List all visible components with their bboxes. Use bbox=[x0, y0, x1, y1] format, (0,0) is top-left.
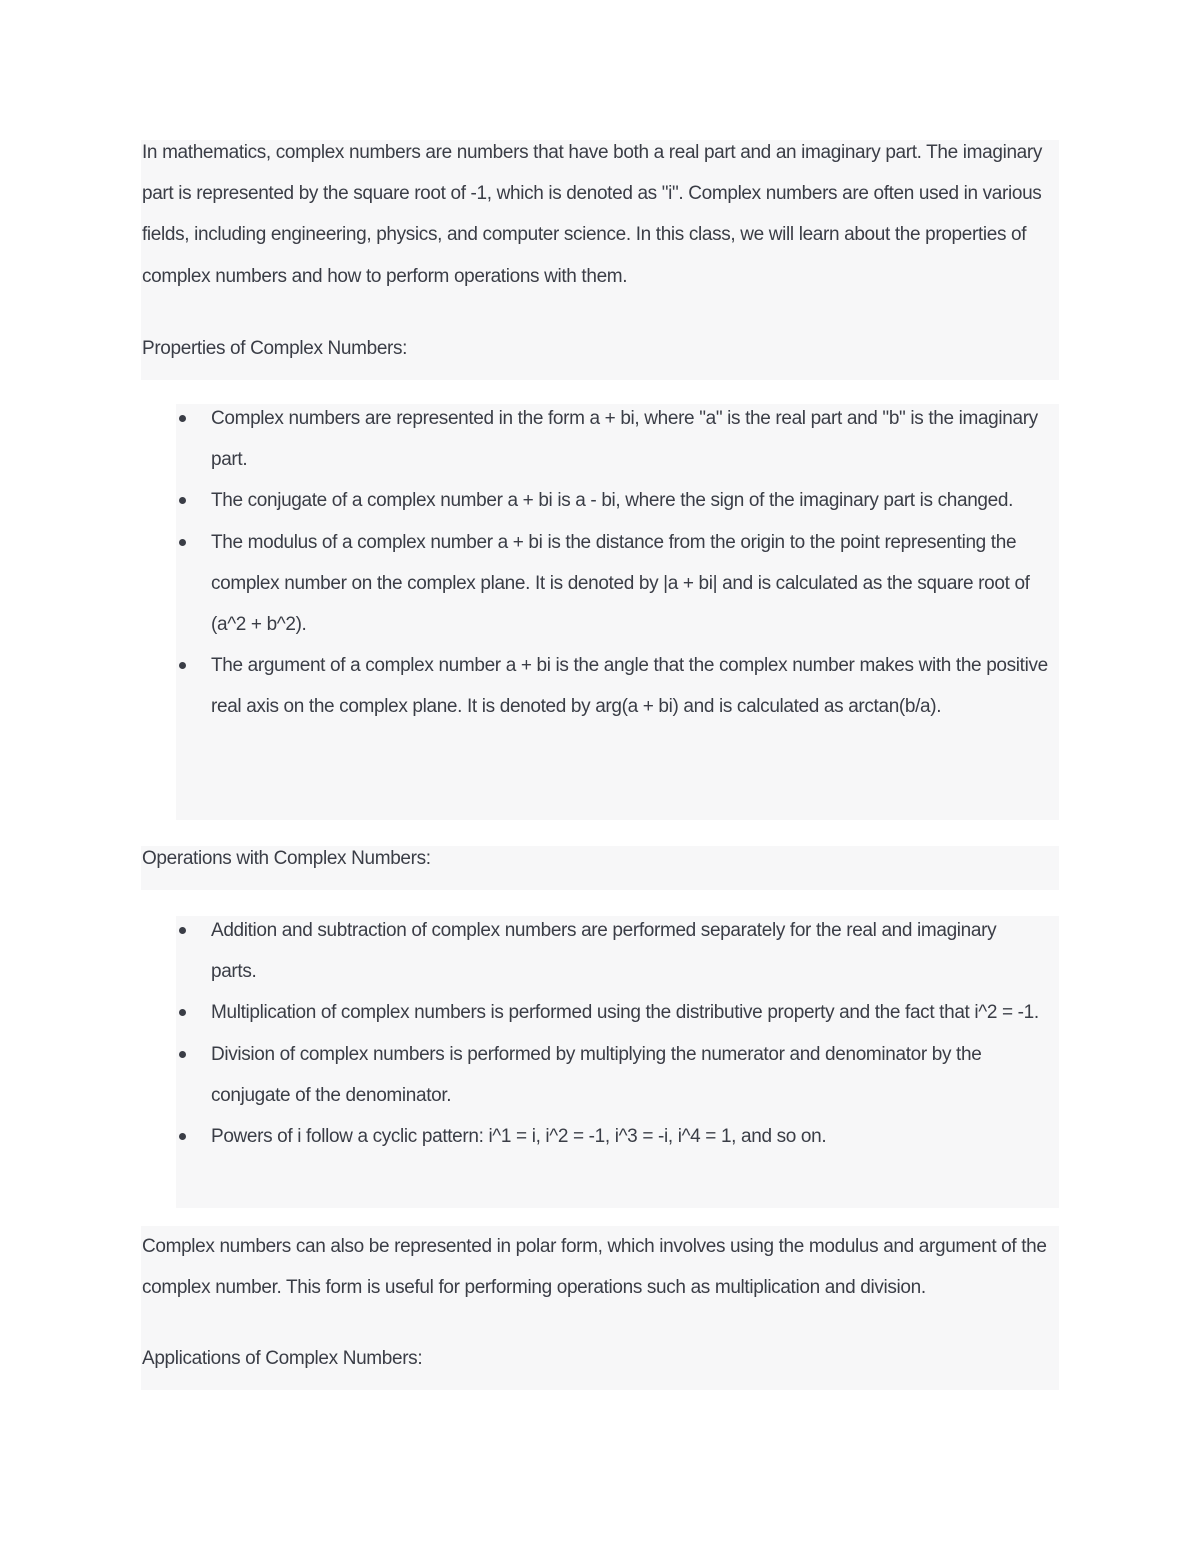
properties-heading: Properties of Complex Numbers: bbox=[142, 338, 408, 359]
list-item: Powers of i follow a cyclic pattern: i^1 = i, i^2 = -1, i^3 = -i, i^4 = 1, and so on. bbox=[176, 1116, 1046, 1157]
bullet-icon bbox=[179, 1133, 186, 1140]
bullet-icon bbox=[179, 497, 186, 504]
bullet-icon bbox=[179, 662, 186, 669]
operations-heading-block bbox=[141, 846, 1059, 890]
list-item: The modulus of a complex number a + bi is the distance from the origin to the point representing the complex number on the complex plane. It is denoted by |a + bi| and is calculated as the square root of (a^2 + b^2). bbox=[176, 522, 1059, 646]
polar-block bbox=[141, 1226, 1059, 1390]
bullet-icon bbox=[179, 539, 186, 546]
operations-list-block bbox=[176, 916, 1059, 1208]
list-item: Division of complex numbers is performed by multiplying the numerator and denominator by the conjugate of the denominator. bbox=[176, 1034, 1046, 1116]
list-item: Multiplication of complex numbers is performed using the distributive property and the fact that i^2 = -1. bbox=[176, 992, 1046, 1033]
polar-paragraph: Complex numbers can also be represented in polar form, which involves using the modulus and argument of the complex number. This form is useful for performing operations such as multiplication and division. bbox=[142, 1236, 1047, 1299]
bullet-icon bbox=[179, 415, 186, 422]
list-item: Addition and subtraction of complex numbers are performed separately for the real and imaginary parts. bbox=[176, 910, 1046, 992]
list-item: The conjugate of a complex number a + bi is a - bi, where the sign of the imaginary part is changed. bbox=[176, 480, 1059, 521]
list-item: Complex numbers are represented in the form a + bi, where "a" is the real part and "b" is the imaginary part. bbox=[176, 398, 1059, 480]
bullet-icon bbox=[179, 927, 186, 934]
operations-heading: Operations with Complex Numbers: bbox=[142, 848, 431, 869]
applications-heading: Applications of Complex Numbers: bbox=[142, 1348, 423, 1369]
bullet-icon bbox=[179, 1009, 186, 1016]
properties-list-block bbox=[176, 404, 1059, 820]
intro-paragraph: In mathematics, complex numbers are numbers that have both a real part and an imaginary part. The imaginary part is represented by the square root of -1, which is denoted as "i". Complex numbers are often used in various fields, including engineering, physics, and computer science. In this class, we will learn about the properties of complex numbers and how to perform operations with them. bbox=[142, 142, 1043, 287]
operations-list bbox=[176, 910, 1046, 1157]
bullet-icon bbox=[179, 1051, 186, 1058]
intro-block bbox=[141, 140, 1059, 380]
list-item: The argument of a complex number a + bi is the angle that the complex number makes with the positive real axis on the complex plane. It is denoted by arg(a + bi) and is calculated as arctan(b/a). bbox=[176, 645, 1059, 727]
properties-list bbox=[176, 398, 1059, 728]
